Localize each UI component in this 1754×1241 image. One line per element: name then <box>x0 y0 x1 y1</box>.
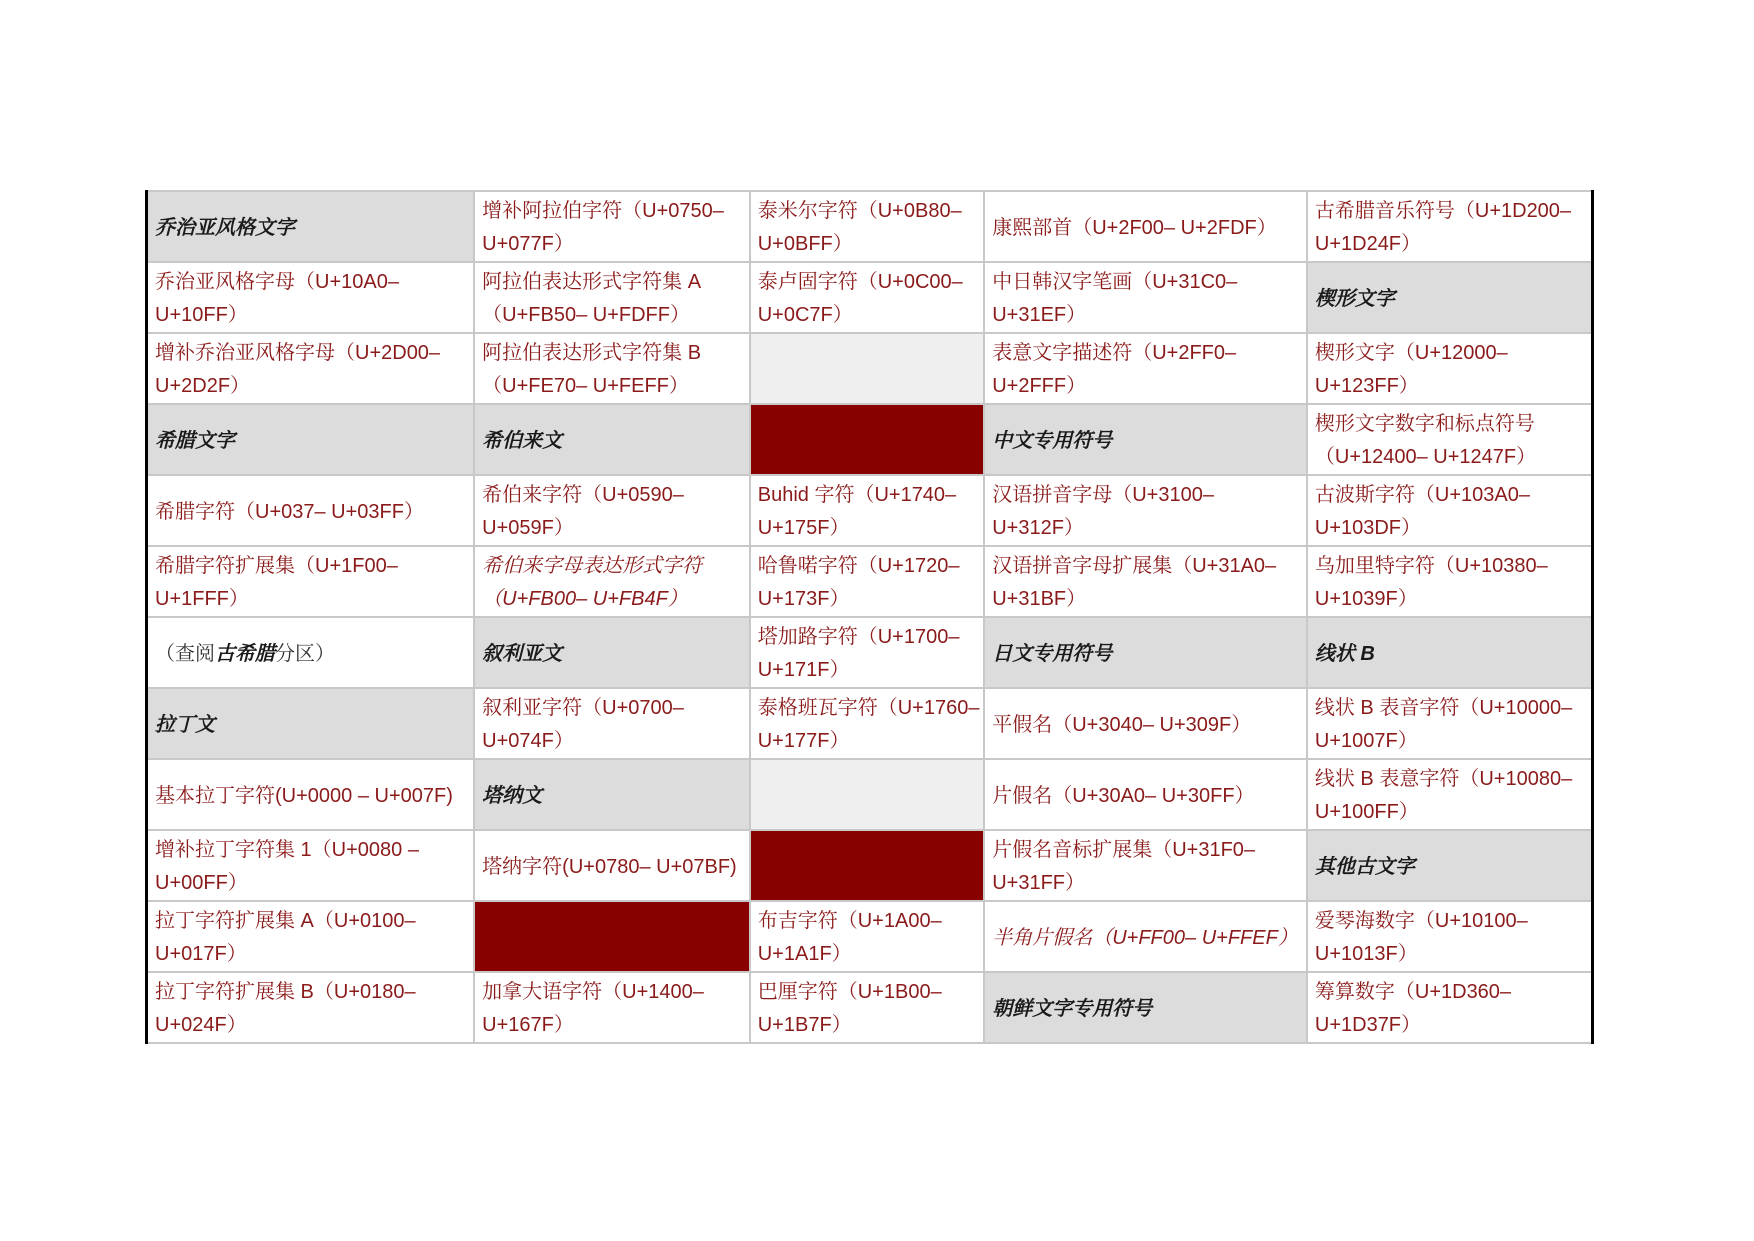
block-link-cell[interactable] <box>750 901 984 972</box>
block-link-cell[interactable] <box>147 475 475 546</box>
block-link-cell[interactable] <box>984 191 1307 262</box>
cell-text-line: Buhid 字符（U+1740– <box>757 484 957 506</box>
cell-text-line: U+1D24F） <box>1314 233 1422 255</box>
block-link-cell[interactable] <box>750 475 984 546</box>
block-link-cell[interactable] <box>984 688 1307 759</box>
cell-text-line: U+077F） <box>482 233 574 255</box>
cell-text-line: 希腊文字 <box>155 429 235 452</box>
block-link-cell[interactable] <box>474 475 750 546</box>
cell-text-line: U+10FF） <box>155 304 248 326</box>
cell-text-line: U+123FF） <box>1314 375 1419 397</box>
block-link-cell[interactable] <box>984 830 1307 901</box>
cell-text-line: 希腊字符（U+037– U+03FF） <box>155 500 424 523</box>
cell-text-line: 半角片假名（U+FF00– U+FFEF） <box>992 926 1298 949</box>
cell-text-line: 片假名（U+30A0– U+30FF） <box>992 784 1255 807</box>
block-link-cell[interactable] <box>750 688 984 759</box>
see-also-pre: （查阅 <box>155 642 215 665</box>
cell-text-line: U+103DF） <box>1314 517 1422 539</box>
cell-text-line: 泰卢固字符（U+0C00– <box>757 271 963 293</box>
cell-text-line: 线状 B 表意字符（U+10080– <box>1314 768 1573 790</box>
cell-text-line: 楔形文字 <box>1314 287 1395 310</box>
section-heading-cell <box>1307 262 1593 333</box>
cell-text-line: U+1A1F） <box>757 943 852 965</box>
cell-text-line: U+31BF） <box>992 588 1087 610</box>
cell-text-line: 布吉字符（U+1A00– <box>757 910 942 932</box>
block-link-cell[interactable] <box>474 191 750 262</box>
see-also-cell[interactable] <box>147 617 475 688</box>
cell-text-line: 增补阿拉伯字符（U+0750– <box>482 200 724 222</box>
cell-text-line: 古波斯字符（U+103A0– <box>1314 484 1530 506</box>
section-heading-cell <box>474 617 750 688</box>
block-link-cell[interactable] <box>1307 901 1593 972</box>
cell-text-line: 泰米尔字符（U+0B80– <box>757 200 962 222</box>
cell-text-line: U+0C7F） <box>757 304 853 326</box>
cell-text-line: U+167F） <box>482 1014 574 1036</box>
cell-text-line: U+059F） <box>482 517 574 539</box>
cell-text-line: U+1D37F） <box>1314 1014 1422 1036</box>
cell-text-line: U+171F） <box>757 659 850 681</box>
block-link-cell[interactable] <box>1307 688 1593 759</box>
section-heading-cell <box>984 617 1307 688</box>
block-link-cell[interactable] <box>750 262 984 333</box>
block-link-cell[interactable] <box>147 333 475 404</box>
block-link-cell[interactable] <box>1307 972 1593 1043</box>
cell-text-line: 筹算数字（U+1D360– <box>1314 981 1512 1003</box>
cell-text-line: 线状 B <box>1314 642 1375 665</box>
block-link-cell[interactable] <box>750 546 984 617</box>
block-link-cell[interactable] <box>147 546 475 617</box>
cell-text-line: 巴厘字符（U+1B00– <box>757 981 942 1003</box>
cell-text-line: 汉语拼音字母（U+3100– <box>992 484 1214 506</box>
cell-text-line: 拉丁文 <box>155 713 215 736</box>
section-heading-cell <box>474 404 750 475</box>
cell-text-line: U+177F） <box>757 730 850 752</box>
block-link-cell[interactable] <box>474 688 750 759</box>
table-row <box>147 830 1593 901</box>
block-link-cell[interactable] <box>1307 333 1593 404</box>
section-heading-cell <box>1307 830 1593 901</box>
cell-text-line: U+1007F） <box>1314 730 1418 752</box>
table-row <box>147 617 1593 688</box>
cell-text-line: 汉语拼音字母扩展集（U+31A0– <box>992 555 1277 577</box>
table-row <box>147 972 1593 1043</box>
block-link-cell[interactable] <box>474 333 750 404</box>
cell-text-line: 片假名音标扩展集（U+31F0– <box>992 839 1256 861</box>
cell-text-line: U+017F） <box>155 943 247 965</box>
cell-text-line: 拉丁字符扩展集 B（U+0180– <box>155 981 416 1003</box>
cell-text-line: U+1039F） <box>1314 588 1418 610</box>
table-row <box>147 475 1593 546</box>
table-row <box>147 191 1593 262</box>
cell-text-line: （U+FE70– U+FEFF） <box>482 375 689 397</box>
cell-text-line: 中文专用符号 <box>992 429 1113 452</box>
table-row <box>147 262 1593 333</box>
cell-text-line: 阿拉伯表达形式字符集 A <box>482 271 702 293</box>
empty-cell <box>750 333 984 404</box>
cell-text-line: U+074F） <box>482 730 574 752</box>
cell-text-line: 塔加路字符（U+1700– <box>757 626 960 648</box>
cell-text-line: 楔形文字（U+12000– <box>1314 342 1508 364</box>
cell-text-line: 日文专用符号 <box>992 642 1113 665</box>
cell-text-line: U+175F） <box>757 517 850 539</box>
block-link-cell[interactable] <box>1307 191 1593 262</box>
section-heading-cell <box>147 191 475 262</box>
cell-text-line: U+0BFF） <box>757 233 853 255</box>
cell-text-line: 表意文字描述符（U+2FF0– <box>992 342 1237 364</box>
block-link-cell[interactable] <box>474 546 750 617</box>
table-row <box>147 546 1593 617</box>
block-link-cell[interactable] <box>984 262 1307 333</box>
section-heading-cell <box>147 404 475 475</box>
block-link-cell[interactable] <box>1307 546 1593 617</box>
cell-text-line: 哈鲁喏字符（U+1720– <box>757 555 960 577</box>
cell-text-line: 塔纳字符(U+0780– U+07BF) <box>482 855 737 878</box>
cell-text-line: 叙利亚字符（U+0700– <box>482 697 684 719</box>
block-link-cell[interactable] <box>474 830 750 901</box>
block-link-cell[interactable] <box>984 333 1307 404</box>
cell-text-line: （U+FB50– U+FDFF） <box>482 304 690 326</box>
empty-cell <box>750 759 984 830</box>
cell-text-line: 阿拉伯表达形式字符集 B <box>482 342 702 364</box>
cell-text-line: U+2FFF） <box>992 375 1087 397</box>
see-also-bold: 古希腊 <box>215 642 275 665</box>
cell-text-line: 朝鲜文字专用符号 <box>992 997 1153 1020</box>
cell-text-line: 楔形文字数字和标点符号 <box>1314 413 1535 435</box>
block-link-cell[interactable] <box>984 759 1307 830</box>
block-link-cell[interactable] <box>474 972 750 1043</box>
block-link-cell[interactable] <box>474 262 750 333</box>
cell-text-line: 古希腊音乐符号（U+1D200– <box>1314 200 1572 222</box>
block-link-cell[interactable] <box>750 191 984 262</box>
filled-cell <box>474 901 750 972</box>
block-link-cell[interactable] <box>750 617 984 688</box>
unicode-block-table <box>145 190 1594 1044</box>
cell-text-line: U+173F） <box>757 588 850 610</box>
block-link-cell[interactable] <box>1307 759 1593 830</box>
cell-text-line: 乔治亚风格字母（U+10A0– <box>155 271 399 293</box>
cell-text-line: 基本拉丁字符(U+0000 – U+007F) <box>155 784 453 807</box>
cell-text-line: 塔纳文 <box>482 784 543 807</box>
block-link-cell[interactable] <box>984 901 1307 972</box>
cell-text-line: 叙利亚文 <box>482 642 563 665</box>
cell-text-line: 其他古文字 <box>1314 855 1415 878</box>
cell-text-line: 乔治亚风格文字 <box>155 216 295 239</box>
table-body <box>147 191 1593 1043</box>
block-link-cell[interactable] <box>750 972 984 1043</box>
block-link-cell[interactable] <box>984 475 1307 546</box>
see-also-post: 分区） <box>275 642 335 665</box>
block-link-cell[interactable] <box>147 262 475 333</box>
cell-text-line: U+100FF） <box>1314 801 1419 823</box>
cell-text-line: U+31EF） <box>992 304 1087 326</box>
block-link-cell[interactable] <box>147 830 475 901</box>
cell-text-line: 康熙部首（U+2F00– U+2FDF） <box>992 216 1277 239</box>
block-link-cell[interactable] <box>984 546 1307 617</box>
block-link-cell[interactable] <box>147 901 475 972</box>
cell-text-line: U+024F） <box>155 1014 247 1036</box>
section-heading-cell <box>1307 617 1593 688</box>
cell-text-line: 拉丁字符扩展集 A（U+0100– <box>155 910 416 932</box>
section-heading-cell <box>984 972 1307 1043</box>
cell-text-line: U+1B7F） <box>757 1014 852 1036</box>
filled-cell <box>750 404 984 475</box>
table-row <box>147 404 1593 475</box>
block-link-cell[interactable] <box>1307 475 1593 546</box>
section-heading-cell <box>147 688 475 759</box>
block-link-cell[interactable] <box>1307 404 1593 475</box>
table-row <box>147 901 1593 972</box>
cell-text-line: U+31FF） <box>992 872 1086 894</box>
cell-text-line: 乌加里特字符（U+10380– <box>1314 555 1548 577</box>
cell-text-line: U+1FFF） <box>155 588 249 610</box>
cell-text-line: 平假名（U+3040– U+309F） <box>992 713 1252 736</box>
cell-text-line: （U+12400– U+1247F） <box>1314 446 1537 468</box>
cell-text-line: 泰格班瓦字符（U+1760– <box>757 697 980 719</box>
cell-text-line: U+2D2F） <box>155 375 251 397</box>
cell-text-line: 希腊字符扩展集（U+1F00– <box>155 555 398 577</box>
block-link-cell[interactable] <box>147 972 475 1043</box>
cell-text-line: 线状 B 表音字符（U+10000– <box>1314 697 1573 719</box>
cell-text-line: U+00FF） <box>155 872 248 894</box>
section-heading-cell <box>984 404 1307 475</box>
cell-text-line: 增补拉丁字符集 1（U+0080 – <box>155 839 419 861</box>
cell-text-line: 希伯来文 <box>482 429 563 452</box>
section-heading-cell <box>474 759 750 830</box>
cell-text-line: 希伯来字母表达形式字符 <box>482 555 703 577</box>
table-row <box>147 688 1593 759</box>
cell-text-line: 增补乔治亚风格字母（U+2D00– <box>155 342 441 364</box>
cell-text-line: 中日韩汉字笔画（U+31C0– <box>992 271 1238 293</box>
cell-text-line: （U+FB00– U+FB4F） <box>482 588 688 610</box>
cell-text-line: U+1013F） <box>1314 943 1418 965</box>
cell-text-line: 加拿大语字符（U+1400– <box>482 981 704 1003</box>
cell-text-line: 希伯来字符（U+0590– <box>482 484 684 506</box>
table-row <box>147 333 1593 404</box>
cell-text-line: 爱琴海数字（U+10100– <box>1314 910 1528 932</box>
filled-cell <box>750 830 984 901</box>
block-link-cell[interactable] <box>147 759 475 830</box>
cell-text-line: U+312F） <box>992 517 1084 539</box>
table-row <box>147 759 1593 830</box>
